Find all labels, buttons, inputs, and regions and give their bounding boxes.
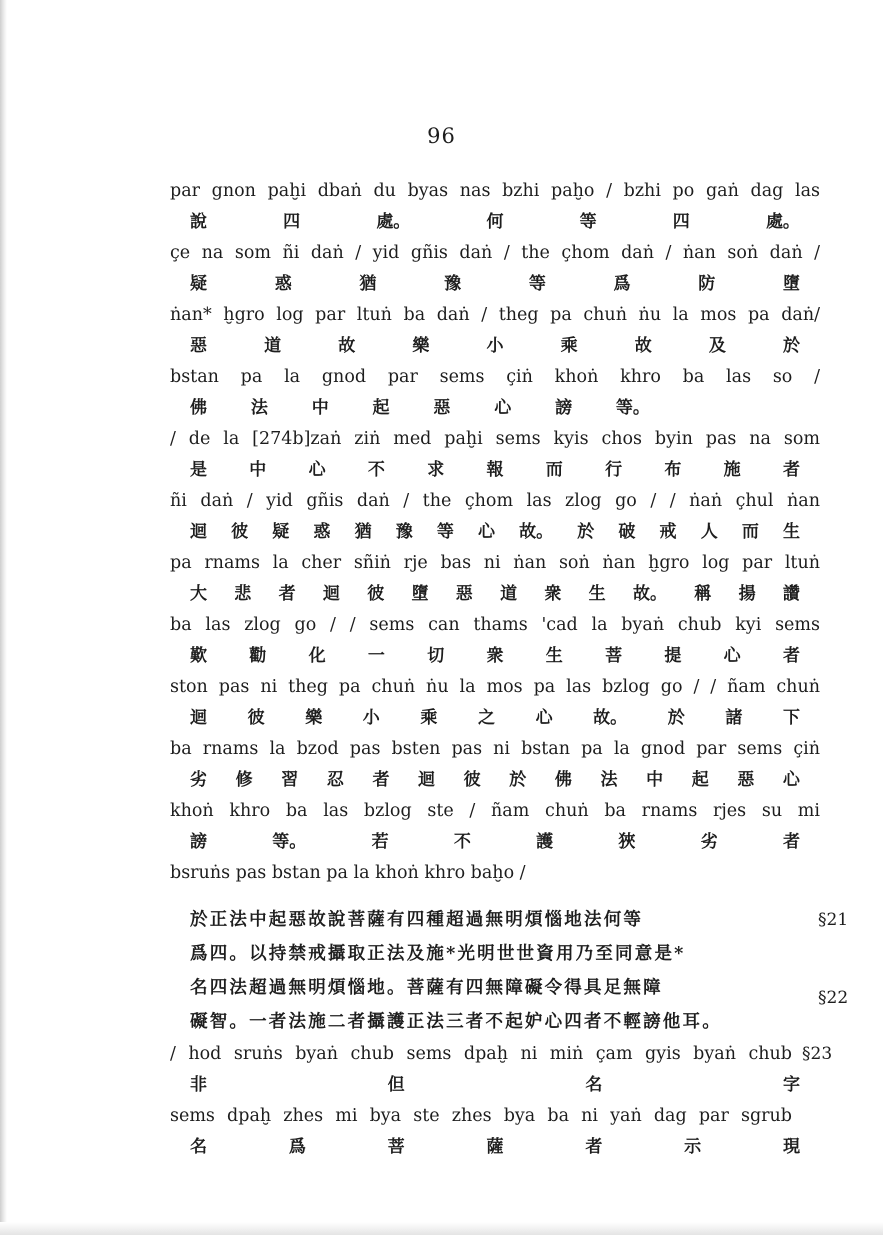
chinese-prose-line: [170, 903, 849, 937]
chinese-gloss-char: 疑: [190, 274, 207, 294]
chinese-gloss-char: 惡: [190, 336, 207, 356]
chinese-gloss-char: 墮: [782, 274, 800, 294]
section-marker: §22: [818, 988, 849, 1008]
chinese-gloss-char: 等。: [272, 832, 307, 852]
chinese-prose-text: 礙智。一者法施二者攝護正法三者不起妒心四者不輕謗他耳。: [190, 1012, 722, 1032]
chinese-gloss-char: 提: [664, 646, 682, 666]
chinese-gloss-char: 化: [308, 646, 326, 666]
chinese-gloss-char: 乘: [560, 336, 578, 356]
chinese-gloss-char: 防: [698, 274, 716, 294]
chinese-gloss-char: 修: [235, 770, 253, 790]
chinese-gloss-char: 心: [494, 398, 512, 418]
chinese-gloss-char: 等。: [615, 398, 650, 418]
chinese-gloss-char: 故。: [593, 708, 628, 728]
chinese-gloss-char: 狹: [618, 832, 636, 852]
chinese-gloss-line: [170, 207, 820, 238]
chinese-gloss-char: 生: [782, 522, 800, 542]
chinese-gloss-char: 彼: [247, 708, 265, 728]
chinese-gloss-char: 不: [453, 832, 471, 852]
chinese-gloss-char: 衆: [544, 584, 562, 604]
chinese-gloss-char: 薩: [486, 1137, 504, 1157]
chinese-gloss-char: 於: [577, 522, 595, 542]
chinese-gloss-char: 說: [190, 212, 207, 232]
chinese-gloss-char: 者: [585, 1137, 603, 1157]
chinese-gloss-char: 歎: [190, 646, 207, 666]
page-number: 96: [427, 124, 456, 148]
chinese-gloss-char: 破: [618, 522, 636, 542]
chinese-gloss-char: 迴: [322, 584, 340, 604]
chinese-gloss-char: 故。: [519, 522, 554, 542]
chinese-gloss-char: 行: [605, 460, 623, 480]
chinese-gloss-char: 等: [528, 274, 546, 294]
chinese-gloss-char: 小: [362, 708, 380, 728]
chinese-gloss-char: 悲: [234, 584, 252, 604]
tibetan-line: / de la [274b]zaṅ ziṅ med paḫi sems kyis chos byin pas na som: [170, 429, 820, 449]
chinese-gloss-char: 現: [782, 1137, 800, 1157]
chinese-gloss-char: 等: [579, 212, 597, 232]
chinese-gloss-char: 切: [427, 646, 445, 666]
chinese-gloss-char: 心: [477, 522, 495, 542]
chinese-gloss-line: [170, 269, 820, 300]
chinese-gloss-char: 爲: [613, 274, 631, 294]
chinese-gloss-char: 劣: [190, 770, 207, 790]
chinese-gloss-char: 中: [249, 460, 267, 480]
section-marker: §23: [802, 1044, 833, 1064]
chinese-gloss-char: 謗: [190, 832, 207, 852]
chinese-gloss-char: 何: [486, 212, 504, 232]
chinese-gloss-char: 彼: [463, 770, 481, 790]
chinese-gloss-line: [170, 765, 820, 796]
chinese-gloss-char: 者: [782, 460, 800, 480]
chinese-prose-text: 於正法中起惡故說菩薩有四種超過無明煩惱地法何等: [190, 910, 644, 930]
chinese-gloss-char: 惡: [737, 770, 755, 790]
chinese-gloss-char: 忍: [326, 770, 344, 790]
chinese-gloss-char: 猶: [354, 522, 372, 542]
page-bottom-shadow: [0, 1222, 883, 1235]
chinese-gloss-char: 小: [486, 336, 504, 356]
chinese-gloss-char: 人: [700, 522, 718, 542]
chinese-gloss-char: 心: [535, 708, 553, 728]
tibetan-line: ṅan* ḫgro log par ltuṅ ba daṅ / theg pa chuṅ ṅu la mos pa daṅ/: [170, 305, 820, 325]
chinese-gloss-char: 菩: [387, 1137, 405, 1157]
chinese-gloss-char: 不: [367, 460, 385, 480]
chinese-gloss-char: 菩: [605, 646, 623, 666]
tibetan-line: ba las zlog go / / sems can thams 'cad la byaṅ chub kyi sems: [170, 615, 820, 635]
chinese-gloss-char: 猶: [359, 274, 377, 294]
chinese-gloss-char: 劣: [700, 832, 718, 852]
chinese-gloss-char: 豫: [444, 274, 462, 294]
chinese-gloss-char: 戒: [659, 522, 677, 542]
chinese-gloss-char: 生: [545, 646, 563, 666]
chinese-gloss-char: 惡: [433, 398, 451, 418]
chinese-gloss-char: 者: [782, 646, 800, 666]
chinese-prose-line: [170, 937, 820, 971]
chinese-gloss-char: 樂: [412, 336, 430, 356]
chinese-gloss-char: 者: [278, 584, 296, 604]
chinese-gloss-line: [170, 455, 820, 486]
chinese-gloss-char: 惡: [455, 584, 473, 604]
chinese-gloss-char: 故。: [632, 584, 667, 604]
chinese-gloss-char: 處。: [376, 212, 411, 232]
chinese-gloss-char: 迴: [190, 708, 207, 728]
chinese-gloss-char: 彼: [367, 584, 385, 604]
chinese-gloss-char: 名: [190, 1137, 207, 1157]
chinese-gloss-char: 勸: [249, 646, 267, 666]
chinese-gloss-char: 起: [372, 398, 390, 418]
chinese-gloss-char: 報: [486, 460, 504, 480]
chinese-gloss-char: 處。: [765, 212, 800, 232]
chinese-gloss-char: 而: [741, 522, 759, 542]
chinese-gloss-char: 習: [281, 770, 299, 790]
section-marker: §21: [818, 910, 849, 930]
chinese-gloss-char: 字: [782, 1075, 800, 1095]
page-binding-shadow: [0, 0, 7, 1235]
chinese-gloss-char: 而: [545, 460, 563, 480]
chinese-gloss-char: 惑: [274, 274, 292, 294]
chinese-gloss-char: 是: [190, 460, 207, 480]
chinese-gloss-char: 之: [477, 708, 495, 728]
chinese-gloss-char: 生: [588, 584, 606, 604]
chinese-gloss-char: 施: [723, 460, 741, 480]
chinese-gloss-char: 等: [436, 522, 454, 542]
chinese-gloss-char: 揚: [738, 584, 756, 604]
body-text: [170, 176, 849, 1163]
block-gap: [170, 889, 820, 903]
chinese-gloss-char: 諸: [725, 708, 743, 728]
chinese-gloss-char: 四: [672, 212, 690, 232]
chinese-gloss-char: 起: [691, 770, 709, 790]
chinese-gloss-char: 謗: [555, 398, 573, 418]
tibetan-line: ston pas ni theg pa chuṅ ṅu la mos pa las bzlog go / / ñam chuṅ: [170, 677, 820, 697]
chinese-gloss-line: [170, 641, 820, 672]
tibetan-line: ñi daṅ / yid gñis daṅ / the çhom las zlog go / / ṅaṅ çhul ṅan: [170, 491, 820, 511]
tibetan-line: khoṅ khro ba las bzlog ste / ñam chuṅ ba rnams rjes su mi: [170, 801, 820, 821]
chinese-gloss-char: 疑: [272, 522, 290, 542]
chinese-gloss-char: 道: [264, 336, 282, 356]
chinese-gloss-line: [170, 331, 820, 362]
chinese-gloss-char: 於: [783, 336, 800, 356]
chinese-gloss-char: 者: [372, 770, 390, 790]
chinese-gloss-char: 佛: [190, 398, 207, 418]
chinese-gloss-char: 乘: [420, 708, 438, 728]
chinese-gloss-char: 道: [500, 584, 518, 604]
chinese-gloss-char: 若: [371, 832, 389, 852]
chinese-gloss-char: 墮: [411, 584, 429, 604]
tibetan-line: pa rnams la cher sñiṅ rje bas ni ṅan soṅ ṅan ḫgro log par ltuṅ: [170, 553, 820, 573]
tibetan-line: sems dpaḫ zhes mi bya ste zhes bya ba ni yaṅ dag par sgrub: [170, 1106, 792, 1126]
chinese-gloss-char: 迴: [418, 770, 436, 790]
chinese-gloss-line: [170, 1070, 820, 1101]
chinese-gloss-char: 四: [283, 212, 301, 232]
chinese-prose-line: [170, 1005, 820, 1039]
chinese-gloss-char: 於: [509, 770, 527, 790]
chinese-gloss-char: 故: [338, 336, 356, 356]
chinese-gloss-char: 心: [723, 646, 741, 666]
chinese-gloss-char: 豫: [395, 522, 413, 542]
chinese-prose-line: [170, 971, 849, 1008]
chinese-gloss-line: [170, 579, 820, 610]
tibetan-line: ba rnams la bzod pas bsten pas ni bstan pa la gnod par sems çiṅ: [170, 739, 820, 759]
chinese-gloss-char: 一: [367, 646, 385, 666]
chinese-gloss-char: 樂: [305, 708, 323, 728]
chinese-gloss-char: 於: [667, 708, 685, 728]
chinese-gloss-char: 法: [600, 770, 618, 790]
tibetan-line: par gnon paḫi dbaṅ du byas nas bzhi paḫo / bzhi po gaṅ dag las: [170, 181, 820, 201]
chinese-prose-text: 名四法超過無明煩惱地。菩薩有四無障礙令得具足無障: [190, 978, 663, 998]
tibetan-line: bstan pa la gnod par sems çiṅ khoṅ khro ba las so /: [170, 367, 820, 387]
chinese-gloss-char: 法: [250, 398, 268, 418]
chinese-gloss-char: 及: [708, 336, 726, 356]
chinese-gloss-char: 布: [664, 460, 682, 480]
tibetan-line: çe na som ñi daṅ / yid gñis daṅ / the çhom daṅ / ṅan soṅ daṅ /: [170, 243, 820, 263]
chinese-gloss-line: [170, 393, 670, 424]
tibetan-line: / hod sruṅs byaṅ chub sems dpaḫ ni miṅ çam gyis byaṅ chub §23: [170, 1039, 792, 1070]
chinese-gloss-line: [170, 1132, 820, 1163]
chinese-gloss-char: 中: [311, 398, 329, 418]
chinese-gloss-char: 護: [536, 832, 554, 852]
chinese-gloss-char: 但: [387, 1075, 405, 1095]
chinese-gloss-char: 衆: [486, 646, 504, 666]
chinese-gloss-char: 迴: [190, 522, 207, 542]
chinese-gloss-char: 者: [782, 832, 800, 852]
chinese-gloss-char: 彼: [231, 522, 249, 542]
chinese-gloss-char: 名: [585, 1075, 603, 1095]
chinese-gloss-char: 故: [634, 336, 652, 356]
chinese-gloss-char: 爲: [288, 1137, 306, 1157]
chinese-gloss-char: 稱: [694, 584, 712, 604]
chinese-gloss-char: 中: [646, 770, 664, 790]
chinese-gloss-char: 讚: [782, 584, 800, 604]
chinese-gloss-line: [170, 703, 820, 734]
chinese-gloss-char: 惑: [313, 522, 331, 542]
chinese-gloss-char: 非: [190, 1075, 207, 1095]
chinese-gloss-line: [170, 827, 820, 858]
chinese-gloss-char: 心: [308, 460, 326, 480]
chinese-gloss-char: 心: [782, 770, 800, 790]
chinese-gloss-char: 大: [190, 584, 207, 604]
chinese-gloss-char: 求: [427, 460, 445, 480]
tibetan-line: bsruṅs pas bstan pa la khoṅ khro baḫo /: [170, 863, 526, 883]
chinese-gloss-char: 示: [684, 1137, 702, 1157]
chinese-gloss-char: 下: [782, 708, 800, 728]
chinese-gloss-line: [170, 517, 820, 548]
chinese-gloss-char: 佛: [554, 770, 572, 790]
chinese-prose-text: 爲四。以持禁戒攝取正法及施*光明世世資用乃至同意是*: [190, 944, 686, 964]
